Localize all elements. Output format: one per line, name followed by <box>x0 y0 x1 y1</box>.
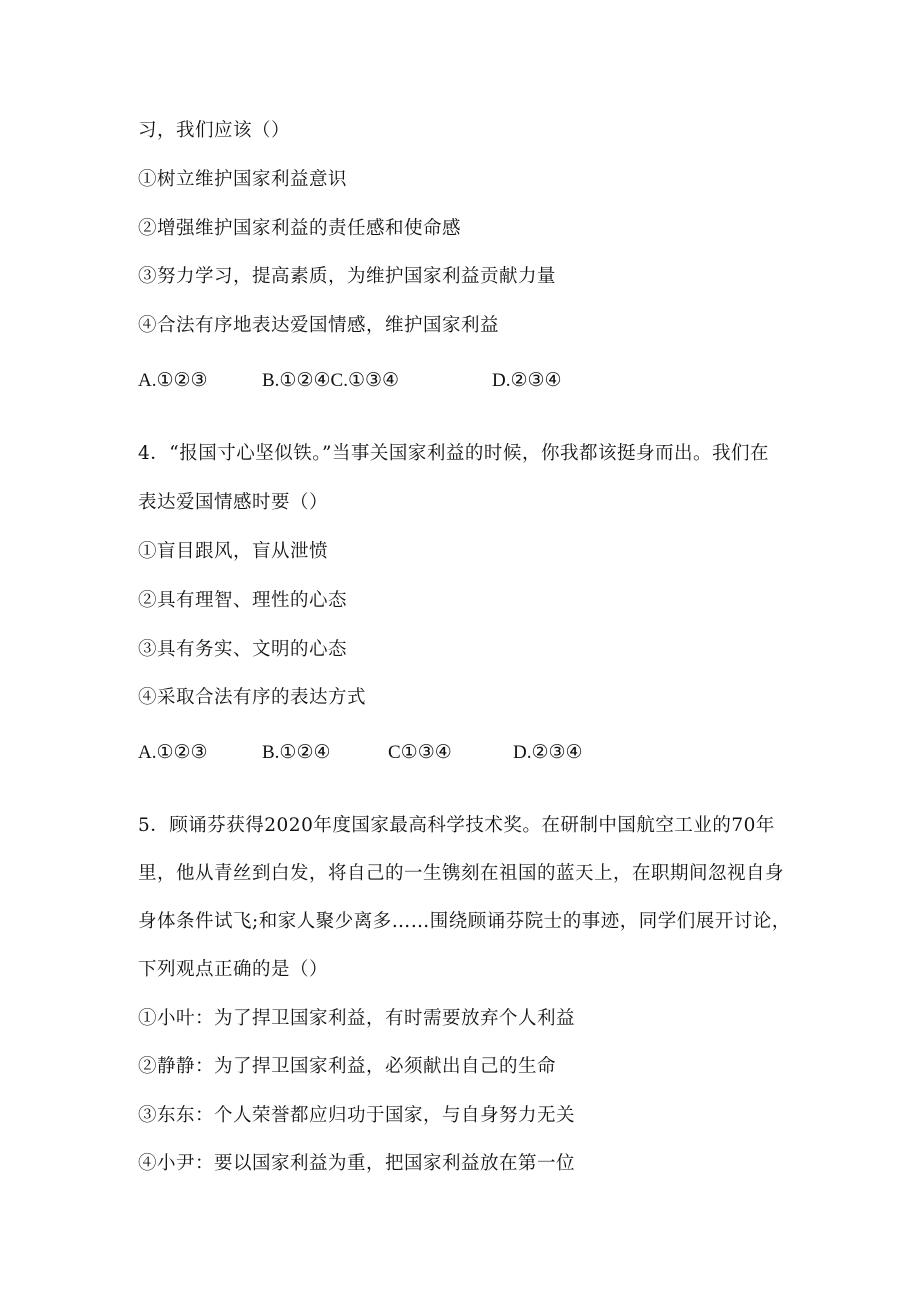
q5-stem-line-3: 身体条件试飞;和家人聚少离多……围绕顾诵芬院士的事迹，同学们展开讨论， <box>138 911 791 932</box>
q4-option-a[interactable]: A.①②③ <box>138 742 208 763</box>
q5-item-3: ③东东：个人荣誉都应归功于国家，与自身努力无关 <box>138 1105 576 1126</box>
q3-option-a[interactable]: A.①②③ <box>138 370 208 391</box>
q3-item-1: ①树立维护国家利益意识 <box>138 169 348 190</box>
q4-item-4: ④采取合法有序的表达方式 <box>138 687 367 708</box>
q4-stem-line-1: 4．“报国寸心坚似铁。”当事关国家利益的时候，你我都该挺身而出。我们在 <box>138 443 769 464</box>
q4-option-d[interactable]: D.②③④ <box>513 742 583 763</box>
q5-stem-line-2: 里，他从青丝到白发，将自己的一生镌刻在祖国的蓝天上，在职期间忽视自身 <box>138 863 785 884</box>
q4-item-1: ①盲目跟风，盲从泄愤 <box>138 541 329 562</box>
q3-item-4: ④合法有序地表达爱国情感，维护国家利益 <box>138 315 500 336</box>
q4-item-3: ③具有务实、文明的心态 <box>138 639 348 660</box>
q3-item-2: ②增强维护国家利益的责任感和使命感 <box>138 218 462 239</box>
q4-option-c[interactable]: C①③④ <box>388 742 452 763</box>
q5-item-1: ①小叶：为了捍卫国家利益，有时需要放弃个人利益 <box>138 1008 576 1029</box>
q5-stem-line-4: 下列观点正确的是（） <box>138 959 329 980</box>
q3-item-3: ③努力学习，提高素质，为维护国家利益贡献力量 <box>138 266 557 287</box>
q3-option-d[interactable]: D.②③④ <box>492 370 562 391</box>
q3-stem-continuation: 习，我们应该（） <box>138 120 291 141</box>
q5-item-4: ④小尹：要以国家利益为重，把国家利益放在第一位 <box>138 1153 576 1174</box>
q4-option-b[interactable]: B.①②④ <box>262 742 331 763</box>
q5-item-2: ②静静：为了捍卫国家利益，必须献出自己的生命 <box>138 1056 557 1077</box>
q4-stem-line-2: 表达爱国情感时要（） <box>138 492 329 513</box>
q4-item-2: ②具有理智、理性的心态 <box>138 590 348 611</box>
q3-option-b-c[interactable]: B.①②④C.①③④ <box>262 370 400 391</box>
q5-stem-line-1: 5．顾诵芬获得2020年度国家最高科学技术奖。在研制中国航空工业的70年 <box>138 815 775 836</box>
